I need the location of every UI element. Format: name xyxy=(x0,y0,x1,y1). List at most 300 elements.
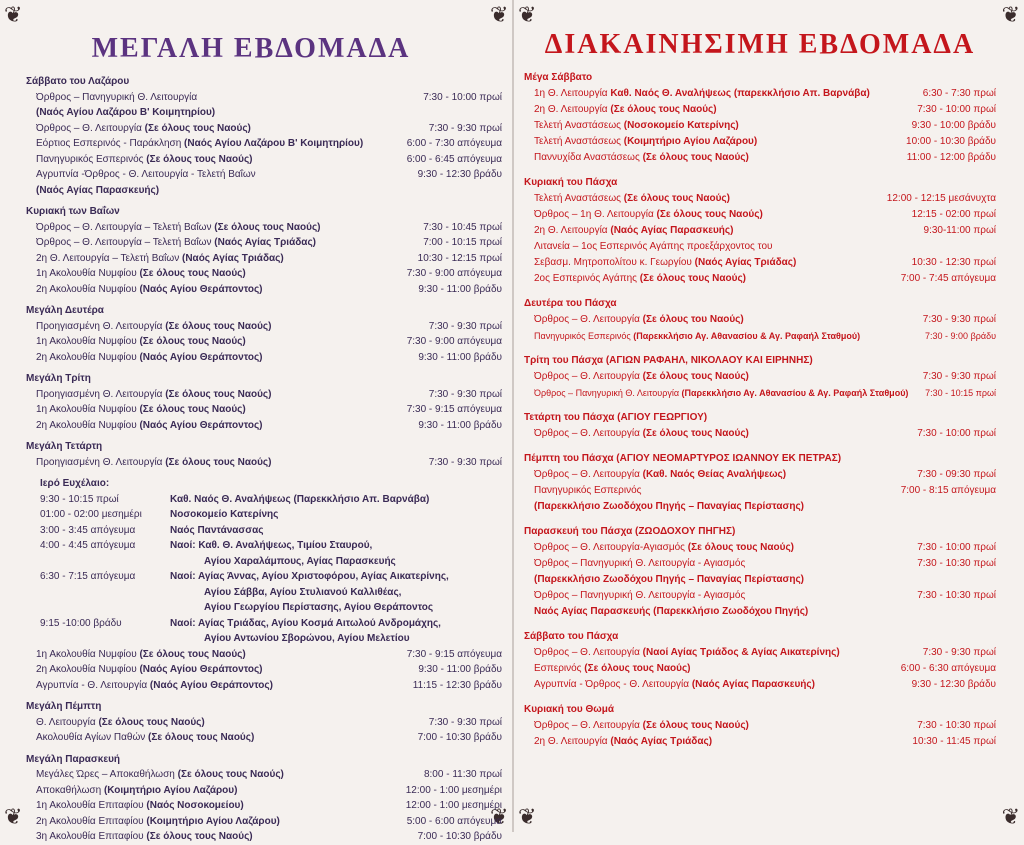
service-time: 10:30 - 11:45 πρωί xyxy=(912,736,996,747)
service-time xyxy=(990,604,996,620)
service-time: 12:15 - 02:00 πρωί xyxy=(911,209,996,220)
corner-ornament-icon: ❦ xyxy=(4,2,23,27)
service-name: Εόρτιος Εσπερινός - Παράκληση xyxy=(36,138,185,149)
euchelaio-row xyxy=(26,569,502,616)
service-description xyxy=(534,312,917,328)
service-location: (Ναός Αγίου Λαζάρου Β' Κοιμητηρίου) xyxy=(184,138,364,149)
service-name: Μεγάλες Ώρες – Αποκαθήλωση xyxy=(36,769,178,780)
service-name: Όρθρος – Θ. Λειτουργία xyxy=(534,428,643,439)
service-time: 12:00 - 1:00 μεσημέρι xyxy=(405,800,502,811)
holy-week-title: ΜΕΓΑΛΗ ΕΒΔΟΜΑΔΑ xyxy=(91,33,411,64)
service-location: (Ναός Αγίας Παρασκευής) xyxy=(691,679,815,690)
schedule-row xyxy=(524,134,996,150)
service-location: (Κοιμητήριο Αγίου Λαζάρου) xyxy=(103,784,238,796)
day-heading: Τετάρτη του Πάσχα (ΑΓΙΟΥ ΓΕΩΡΓΙΟΥ) xyxy=(524,412,708,423)
service-description xyxy=(36,167,412,183)
service-time xyxy=(496,183,502,199)
service-location: (Σε όλους τους Ναούς) xyxy=(148,732,255,743)
service-location: (Σε όλους τους Ναούς) xyxy=(610,104,717,115)
service-name: Όρθρος – Θ. Λειτουργία xyxy=(534,647,643,658)
service-location: (Κοιμητήριο Αγίου Λαζάρου) xyxy=(623,136,758,147)
service-description xyxy=(36,418,412,434)
corner-ornament-icon: ❦ xyxy=(490,804,509,829)
day-section xyxy=(524,70,996,166)
schedule-row xyxy=(26,767,502,783)
service-time xyxy=(496,105,502,121)
schedule-row xyxy=(26,647,502,663)
euchelaio-place-line: Νοσοκομείο Κατερίνης xyxy=(170,509,279,520)
service-time: 6:00 - 6:30 απόγευμα xyxy=(900,663,996,674)
day-section xyxy=(26,699,502,746)
iero-euchelaio-block xyxy=(26,476,502,693)
service-description xyxy=(534,271,895,287)
service-time: 7:00 - 10:30 βράδυ xyxy=(417,831,502,842)
service-description xyxy=(36,829,412,845)
euchelaio-place-line: Καθ. Ναός Θ. Αναλήψεως (Παρεκκλήσιο Απ. Βαρνάβα) xyxy=(170,493,430,505)
euchelaio-time: 9:15 -10:00 βράδυ xyxy=(40,617,122,629)
service-time: 7:30 - 10:45 πρωί xyxy=(423,221,502,233)
service-description xyxy=(534,191,881,207)
service-location: (Σε όλους τους Ναούς) xyxy=(165,456,272,468)
schedule-row xyxy=(26,829,502,845)
service-description xyxy=(36,350,412,366)
service-location: (Σε όλους τους Ναούς) xyxy=(214,221,321,233)
corner-ornament-icon: ❦ xyxy=(518,2,537,27)
schedule-row xyxy=(26,105,502,121)
service-time: 11:00 - 12:00 βράδυ xyxy=(906,152,996,163)
service-name: 1η Ακολουθία Νυμφίου xyxy=(36,336,140,347)
service-name: Πανηγυρικός Εσπερινός xyxy=(534,331,634,341)
service-name: Όρθρος – Πανηγυρική Θ. Λειτουργία - Αγιασμός xyxy=(534,590,746,601)
service-time: 7:30 - 9:30 πρωί xyxy=(428,716,502,728)
service-name: Όρθρος – Θ. Λειτουργία xyxy=(36,122,145,134)
service-name: Όρθρος – Θ. Λειτουργία xyxy=(534,720,643,731)
service-time: 9:30 - 11:00 βράδυ xyxy=(418,664,502,675)
service-name: Προηγιασμένη Θ. Λειτουργία xyxy=(36,388,166,400)
service-name: Παννυχίδα Αναστάσεως xyxy=(534,152,643,163)
service-description xyxy=(36,183,496,199)
day-heading: Σάββατο του Λαζάρου xyxy=(26,76,130,87)
service-name: Πανηγυρικός Εσπερινός xyxy=(36,153,147,165)
service-description xyxy=(36,121,423,137)
service-name: Θ. Λειτουργία xyxy=(36,716,99,728)
service-name: Πανηγυρικός Εσπερινός xyxy=(534,485,642,496)
day-section xyxy=(524,451,996,515)
service-location: (Σε όλους τους Ναούς) xyxy=(687,542,795,553)
service-name: Αγρυπνία - Όρθρος - Θ. Λειτουργία xyxy=(534,679,692,690)
service-name: Τελετή Αναστάσεως xyxy=(534,136,624,147)
schedule-row xyxy=(524,312,996,328)
schedule-row xyxy=(524,604,996,620)
day-section xyxy=(524,410,996,442)
service-name: 2η Θ. Λειτουργία xyxy=(534,225,611,236)
service-name: Όρθρος – Πανηγυρική Θ. Λειτουργία xyxy=(36,91,198,103)
schedule-row xyxy=(524,207,996,223)
schedule-row xyxy=(524,483,996,499)
service-name: Όρθρος – Θ. Λειτουργία xyxy=(534,371,643,382)
euchelaio-place xyxy=(170,523,502,539)
euchelaio-place-continuation: Αγίου Γεωργίου Περίστασης, Αγίου Θεράποντος xyxy=(204,602,434,613)
day-section xyxy=(26,752,502,845)
service-name: Όρθρος – Θ. Λειτουργία-Αγιασμός xyxy=(534,542,688,553)
service-location: (Σε όλους τους Ναούς) xyxy=(139,336,246,347)
euchelaio-time: 01:00 - 02:00 μεσημέρι xyxy=(40,509,142,520)
service-time: 7:30 - 10:30 πρωί xyxy=(917,590,996,601)
service-location: (Σε όλους τους Ναούς) xyxy=(139,404,246,415)
day-heading: Κυριακή των Βαΐων xyxy=(26,206,120,217)
holy-week-panel xyxy=(0,0,512,842)
service-description xyxy=(534,207,906,223)
service-description xyxy=(534,556,911,572)
service-time: 7:30 - 9:30 πρωί xyxy=(428,122,502,134)
schedule-row xyxy=(524,369,996,385)
service-description xyxy=(36,282,412,298)
service-description xyxy=(36,136,401,152)
service-location: (Σε όλους τους Ναούς) xyxy=(98,716,205,728)
service-description xyxy=(534,661,895,677)
service-time: 7:30 - 10:00 πρωί xyxy=(917,542,996,553)
service-time: 9:30 - 11:00 βράδυ xyxy=(418,283,502,295)
euchelaio-place-continuation: Αγίου Αντωνίου Σβορώνου, Αγίου Μελετίου xyxy=(204,633,410,644)
schedule-row xyxy=(524,191,996,207)
euchelaio-place xyxy=(170,492,502,508)
schedule-row xyxy=(26,235,502,251)
service-description xyxy=(36,266,401,282)
service-location: Ναός Αγίας Παρασκευής (Παρεκκλήσιο Ζωοδόχου Πηγής) xyxy=(534,606,809,617)
service-name: Αγρυπνία -Όρθρος - Θ. Λειτουργία - Τελετή Βαΐων xyxy=(36,169,256,180)
service-description xyxy=(534,467,911,483)
service-time: 9:30 - 11:00 βράδυ xyxy=(418,351,502,363)
service-location: (Ναός Αγίου Θεράποντος) xyxy=(139,664,263,675)
service-description xyxy=(534,718,911,734)
schedule-row xyxy=(26,167,502,183)
service-name: 2ος Εσπερινός Αγάπης xyxy=(534,273,640,284)
service-time: 9:30 - 12:30 βράδυ xyxy=(417,169,502,180)
day-section xyxy=(524,629,996,693)
schedule-row xyxy=(26,251,502,267)
day-section xyxy=(524,296,996,344)
service-name: Όρθρος – Πανηγυρική Θ. Λειτουργία xyxy=(534,388,682,398)
service-time: 10:30 - 12:30 πρωί xyxy=(911,257,996,268)
service-location: (Ναός Νοσοκομείου) xyxy=(146,800,244,811)
iero-euchelaio-heading: Ιερό Ευχέλαιο: xyxy=(40,478,110,489)
schedule-row xyxy=(524,271,996,287)
service-description xyxy=(534,328,919,344)
schedule-row xyxy=(524,118,996,134)
service-name: Όρθρος – 1η Θ. Λειτουργία xyxy=(534,209,657,220)
day-heading: Μεγάλη Τρίτη xyxy=(26,373,91,384)
service-name: Τελετή Αναστάσεως xyxy=(534,193,624,204)
service-description xyxy=(534,588,911,604)
service-location: (Σε όλους τους Ναούς) xyxy=(139,648,246,660)
service-time: 7:30 - 9:15 απόγευμα xyxy=(406,648,502,660)
day-section xyxy=(26,439,502,470)
day-heading: Μεγάλη Τετάρτη xyxy=(26,441,103,452)
schedule-row xyxy=(524,223,996,239)
service-description xyxy=(36,387,423,403)
service-description xyxy=(534,734,906,750)
service-time: 7:30 - 10:30 πρωί xyxy=(917,720,996,731)
schedule-row xyxy=(26,266,502,282)
schedule-row xyxy=(26,319,502,335)
service-time: 6:00 - 6:45 απόγευμα xyxy=(406,153,502,165)
schedule-row xyxy=(524,677,996,693)
service-name: Λιτανεία – 1ος Εσπερινός Αγάπης προεξάρχοντος του xyxy=(534,241,773,252)
euchelaio-place xyxy=(170,538,502,569)
service-location: (Σε όλους τους Ναούς) xyxy=(639,273,747,284)
service-time: 7:30 - 10:00 πρωί xyxy=(917,104,996,115)
service-time: 7:00 - 8:15 απόγευμα xyxy=(900,485,996,496)
service-description xyxy=(36,647,401,663)
day-heading: Σάββατο του Πάσχα xyxy=(524,631,619,642)
service-name: 2η Ακολουθία Επιταφίου xyxy=(36,815,147,827)
corner-ornament-icon: ❦ xyxy=(518,804,537,829)
schedule-row xyxy=(26,183,502,199)
service-location: (Παρεκκλήσιο Ζωοδόχου Πηγής – Παναγίας Περίστασης) xyxy=(534,501,804,512)
service-location: (Ναός Αγίου Θεράποντος) xyxy=(139,419,263,431)
schedule-row xyxy=(26,678,502,694)
schedule-row xyxy=(524,426,996,442)
schedule-row xyxy=(524,328,996,344)
day-heading: Μεγάλη Πέμπτη xyxy=(26,701,102,712)
euchelaio-row xyxy=(26,507,502,523)
service-location: (Παρεκκλήσιο Αγ. Αθανασίου & Αγ. Ραφαήλ Σταθμού) xyxy=(681,388,909,398)
euchelaio-place xyxy=(170,616,502,647)
schedule-row xyxy=(524,239,996,255)
service-time: 7:30 - 9:30 πρωί xyxy=(922,371,996,382)
day-section xyxy=(524,175,996,287)
service-description xyxy=(36,814,401,830)
schedule-row xyxy=(26,220,502,236)
service-description xyxy=(36,662,412,678)
euchelaio-row xyxy=(26,492,502,508)
bright-week-panel xyxy=(514,0,1024,832)
corner-ornament-icon: ❦ xyxy=(1001,804,1020,829)
service-location: (Παρεκκλήσιο Ζωοδόχου Πηγής – Παναγίας Περίστασης) xyxy=(534,574,804,585)
service-time: 8:00 - 11:30 πρωί xyxy=(423,769,502,780)
day-heading: Μέγα Σάββατο xyxy=(524,72,593,83)
service-location: (Σε όλους τους Ναούς) xyxy=(165,388,272,400)
service-time: 9:30 - 10:00 βράδυ xyxy=(911,120,996,131)
service-description xyxy=(36,402,401,418)
schedule-row xyxy=(26,90,502,106)
schedule-row xyxy=(524,588,996,604)
day-heading: Παρασκευή του Πάσχα (ΖΩΟΔΟΧΟΥ ΠΗΓΗΣ) xyxy=(524,526,736,537)
service-name: 2η Ακολουθία Νυμφίου xyxy=(36,351,140,363)
schedule-row xyxy=(26,662,502,678)
service-description xyxy=(36,105,496,121)
schedule-row xyxy=(26,402,502,418)
schedule-row xyxy=(524,86,996,102)
service-description xyxy=(534,540,911,556)
service-location: (Ναός Αγίας Τριάδας) xyxy=(182,252,284,264)
euchelaio-place-continuation: Αγίου Χαραλάμπους, Αγίας Παρασκευής xyxy=(204,555,396,567)
service-description xyxy=(36,798,400,814)
schedule-row xyxy=(524,102,996,118)
day-heading: Μεγάλη Δευτέρα xyxy=(26,305,104,316)
service-time: 10:00 - 10:30 βράδυ xyxy=(906,136,996,147)
service-location: (Ναός Αγίας Παρασκευής) xyxy=(36,184,160,196)
service-location: (Ναός Αγίας Τριάδας) xyxy=(694,257,797,268)
service-description xyxy=(534,369,917,385)
service-name: 2η Ακολουθία Νυμφίου xyxy=(36,283,140,295)
service-time: 7:30 - 10:15 πρωί xyxy=(925,388,996,398)
service-time: 7:30 - 9:30 πρωί xyxy=(922,314,996,325)
service-location: (Κοιμητήριο Αγίου Λαζάρου) xyxy=(146,815,280,827)
service-description xyxy=(36,90,417,106)
service-description xyxy=(534,223,918,239)
schedule-row xyxy=(524,661,996,677)
schedule-row xyxy=(524,255,996,271)
service-description xyxy=(36,235,417,251)
day-section xyxy=(26,303,502,365)
schedule-row xyxy=(26,282,502,298)
service-description xyxy=(534,118,906,134)
service-location: (Σε όλους τους Ναούς) xyxy=(146,831,253,842)
service-location: (Ναός Αγίας Παρασκευής) xyxy=(610,225,734,236)
schedule-row xyxy=(26,730,502,746)
service-description xyxy=(534,677,906,693)
euchelaio-time: 3:00 - 3:45 απόγευμα xyxy=(40,524,136,536)
service-time: 7:00 - 10:15 πρωί xyxy=(423,237,502,248)
service-description xyxy=(534,239,990,255)
euchelaio-place xyxy=(170,507,502,523)
service-name: 2η Θ. Λειτουργία – Τελετή Βαΐων xyxy=(36,252,182,264)
schedule-row xyxy=(26,798,502,814)
schedule-row xyxy=(26,418,502,434)
day-section xyxy=(524,702,996,750)
euchelaio-place-continuation: Αγίου Σάββα, Αγίου Στυλιανού Καλλιθέας, xyxy=(204,586,402,598)
euchelaio-time: 9:30 - 10:15 πρωί xyxy=(40,493,119,505)
service-location: (Σε όλους τους Ναούς) xyxy=(144,122,251,134)
schedule-row xyxy=(26,455,502,471)
service-location: (Νοσοκομείο Κατερίνης) xyxy=(623,120,739,131)
corner-ornament-icon: ❦ xyxy=(490,2,509,27)
day-section xyxy=(524,353,996,401)
service-time: 6:00 - 7:30 απόγευμα xyxy=(406,138,502,149)
service-time: 7:30 - 10:00 πρωί xyxy=(423,91,502,103)
service-time: 7:30 - 9:15 απόγευμα xyxy=(406,404,502,415)
service-name: Όρθρος – Θ. Λειτουργία xyxy=(534,314,643,325)
service-name: Όρθρος – Θ. Λειτουργία – Τελετή Βαΐων xyxy=(36,221,215,233)
service-time: 9:30-11:00 πρωί xyxy=(923,225,996,236)
schedule-row xyxy=(524,499,996,515)
day-heading: Κυριακή του Πάσχα xyxy=(524,177,618,188)
service-location: (Ναός Αγίας Τριάδας) xyxy=(214,237,316,248)
service-description xyxy=(534,102,911,118)
service-description xyxy=(36,767,418,783)
service-time xyxy=(990,499,996,515)
service-name: Τελετή Αναστάσεως xyxy=(534,120,624,131)
service-time: 11:15 - 12:30 βράδυ xyxy=(412,679,502,691)
service-description xyxy=(36,152,401,168)
euchelaio-row xyxy=(26,538,502,569)
service-description xyxy=(36,715,423,731)
service-time: 7:30 - 09:30 πρωί xyxy=(917,469,996,480)
schedule-row xyxy=(26,387,502,403)
schedule-row xyxy=(26,136,502,152)
bright-week-title: ΔΙΑΚΑΙΝΗΣΙΜΗ ΕΒΔΟΜΑΔΑ xyxy=(544,29,976,60)
euchelaio-time: 6:30 - 7:15 απόγευμα xyxy=(40,571,136,582)
service-name: Προηγιασμένη Θ. Λειτουργία xyxy=(36,456,166,468)
service-location: (Σε όλους τους Ναούς) xyxy=(146,153,253,165)
service-name: Όρθρος – Θ. Λειτουργία xyxy=(534,469,643,480)
service-time: 12:00 - 1:00 μεσημέρι xyxy=(405,784,502,796)
service-time: 9:30 - 11:00 βράδυ xyxy=(418,419,502,431)
corner-ornament-icon: ❦ xyxy=(1001,2,1020,27)
schedule-row xyxy=(26,350,502,366)
service-time: 7:30 - 9:30 πρωί xyxy=(428,456,502,468)
service-name: 3η Ακολουθία Επιταφίου xyxy=(36,831,147,842)
service-name: Όρθρος – Πανηγυρική Θ. Λειτουργία - Αγιασμός xyxy=(534,558,746,569)
service-description xyxy=(36,783,400,799)
service-name: 2η Θ. Λειτουργία xyxy=(534,104,611,115)
service-time: 6:30 - 7:30 πρωί xyxy=(922,88,996,99)
service-description xyxy=(36,334,401,350)
service-time: 7:00 - 7:45 απόγευμα xyxy=(900,273,996,284)
schedule-row xyxy=(524,734,996,750)
service-location: (Σε όλους τους Ναούς) xyxy=(584,663,691,674)
service-time: 7:30 - 9:00 απόγευμα xyxy=(406,336,502,347)
service-description xyxy=(534,86,917,102)
service-location: (Σε όλους τους Ναούς) xyxy=(642,720,749,731)
service-description xyxy=(534,499,990,515)
schedule-row xyxy=(524,467,996,483)
schedule-row xyxy=(524,645,996,661)
service-name: Αποκαθήλωση xyxy=(36,784,104,796)
day-section xyxy=(26,371,502,433)
schedule-row xyxy=(26,783,502,799)
service-location: (Ναός Αγίας Τριάδας) xyxy=(610,736,713,747)
euchelaio-place-line: Ναοί: Αγίας Άννας, Αγίου Χριστοφόρου, Αγίας Αικατερίνης, xyxy=(170,571,449,582)
service-time: 7:30 - 9:30 πρωί xyxy=(428,320,502,332)
service-name: 2η Ακολουθία Νυμφίου xyxy=(36,419,140,431)
euchelaio-row xyxy=(26,616,502,647)
service-name: 1η Ακολουθία Νυμφίου xyxy=(36,404,140,415)
service-name: 2η Θ. Λειτουργία xyxy=(534,736,611,747)
euchelaio-place xyxy=(170,569,502,616)
service-description xyxy=(36,220,417,236)
schedule-row xyxy=(26,814,502,830)
service-location: (Ναός Αγίου Θεράποντος) xyxy=(139,283,263,295)
day-section xyxy=(26,204,502,297)
euchelaio-row xyxy=(26,523,502,539)
service-time: 7:30 - 10:30 πρωί xyxy=(917,558,996,569)
schedule-row xyxy=(26,715,502,731)
schedule-row xyxy=(26,152,502,168)
service-name: Σεβασμ. Μητροπολίτου κ. Γεωργίου xyxy=(534,257,695,268)
service-name: 1η Ακολουθία Νυμφίου xyxy=(36,648,140,660)
day-section xyxy=(524,524,996,620)
corner-ornament-icon: ❦ xyxy=(4,804,23,829)
schedule-row xyxy=(524,150,996,166)
schedule-row xyxy=(524,718,996,734)
service-description xyxy=(534,483,895,499)
euchelaio-time: 4:00 - 4:45 απόγευμα xyxy=(40,540,136,551)
service-description xyxy=(534,426,911,442)
service-location: (Ναοί Αγίας Τριάδος & Αγίας Αικατερίνης) xyxy=(642,647,840,658)
service-location: (Σε όλους τους Ναούς) xyxy=(139,268,246,279)
service-time: 7:30 - 9:00 απόγευμα xyxy=(406,268,502,279)
service-location: (Καθ. Ναός Θείας Αναλήψεως) xyxy=(642,469,787,480)
day-heading: Δευτέρα του Πάσχα xyxy=(524,298,617,309)
service-description xyxy=(36,730,412,746)
service-description xyxy=(534,385,919,401)
schedule-row xyxy=(26,121,502,137)
service-description xyxy=(36,319,423,335)
schedule-row xyxy=(524,572,996,588)
service-location: (Σε όλους τους Ναούς) xyxy=(623,193,730,204)
